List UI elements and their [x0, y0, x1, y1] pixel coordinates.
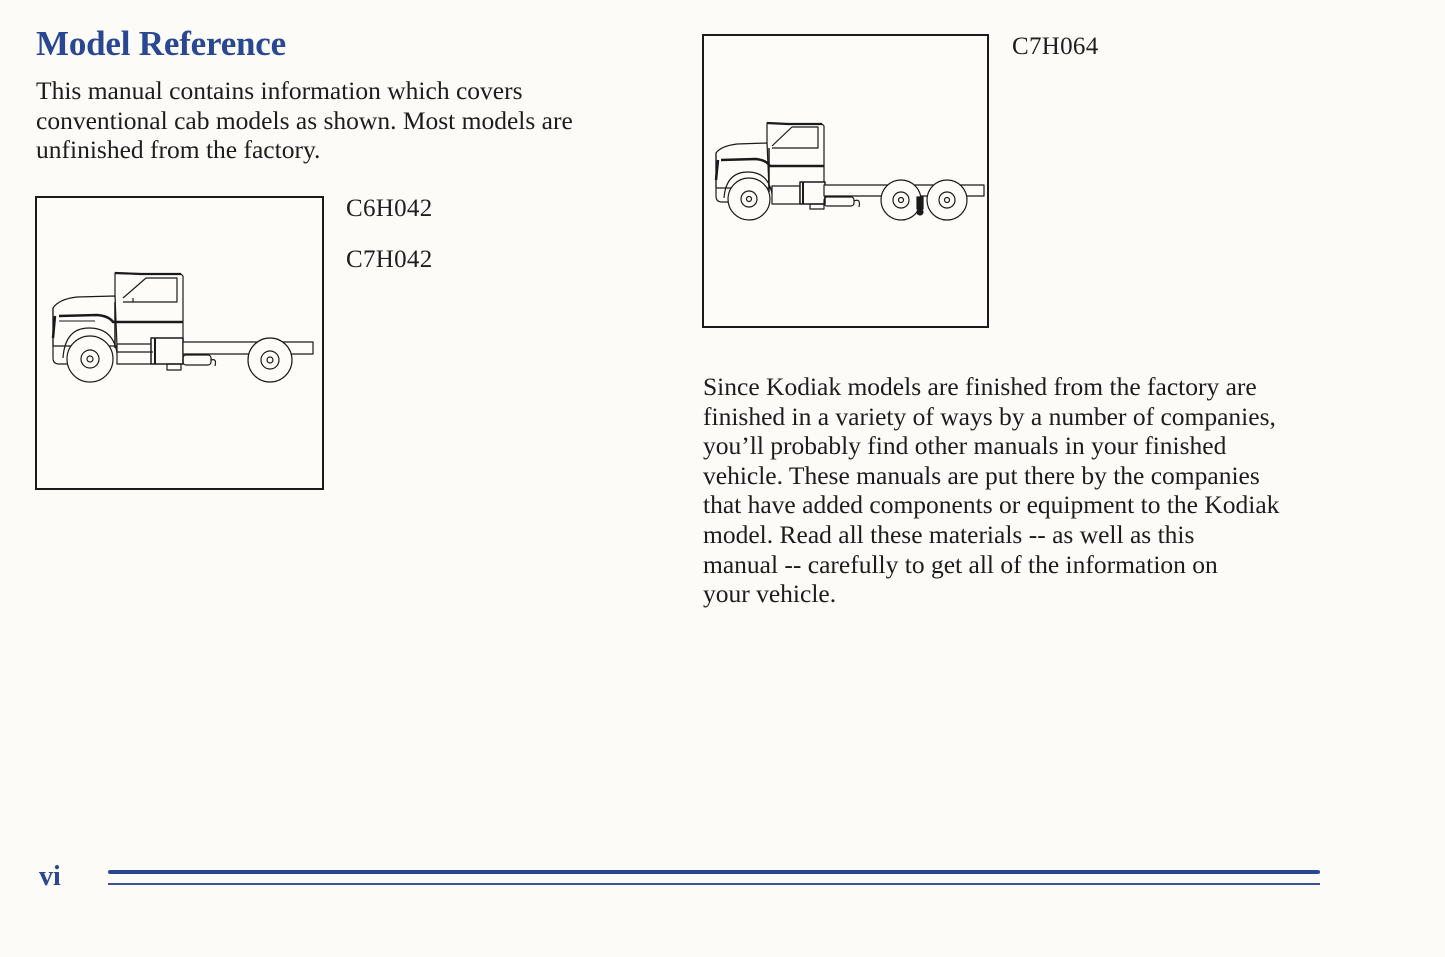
- footer-rule-thick: [108, 870, 1320, 874]
- model-code-c7h064: C7H064: [1012, 33, 1099, 60]
- intro-line: conventional cab models as shown. Most models are: [36, 105, 573, 135]
- kodiak-line: Since Kodiak models are finished from the factory are: [703, 372, 1257, 401]
- model-code-c7h042: C7H042: [346, 246, 433, 273]
- intro-line: This manual contains information which covers: [36, 76, 523, 105]
- kodiak-paragraph: [703, 372, 1343, 609]
- kodiak-line: vehicle. These manuals are put there by the companies: [703, 460, 1260, 490]
- truck-single-axle-icon: [37, 198, 322, 488]
- page-title: Model Reference: [36, 24, 286, 63]
- figure-single-axle-truck: [35, 196, 324, 490]
- kodiak-line: model. Read all these materials -- as well as this: [703, 519, 1195, 549]
- model-code-c6h042: C6H042: [346, 195, 433, 222]
- kodiak-line: you’ll probably find other manuals in your finished: [703, 431, 1227, 461]
- truck-tandem-axle-icon: [704, 36, 987, 326]
- footer-rule-thin: [108, 883, 1320, 885]
- kodiak-line: your vehicle.: [703, 579, 837, 609]
- intro-line: unfinished from the factory.: [36, 135, 321, 165]
- page-number: vi: [39, 861, 61, 892]
- kodiak-line: manual -- carefully to get all of the information on: [703, 549, 1218, 579]
- kodiak-line: that have added components or equipment to the Kodiak: [703, 490, 1280, 520]
- kodiak-line: finished in a variety of ways by a number of companies,: [703, 401, 1276, 431]
- intro-paragraph: [36, 76, 636, 165]
- figure-tandem-axle-truck: [702, 34, 989, 328]
